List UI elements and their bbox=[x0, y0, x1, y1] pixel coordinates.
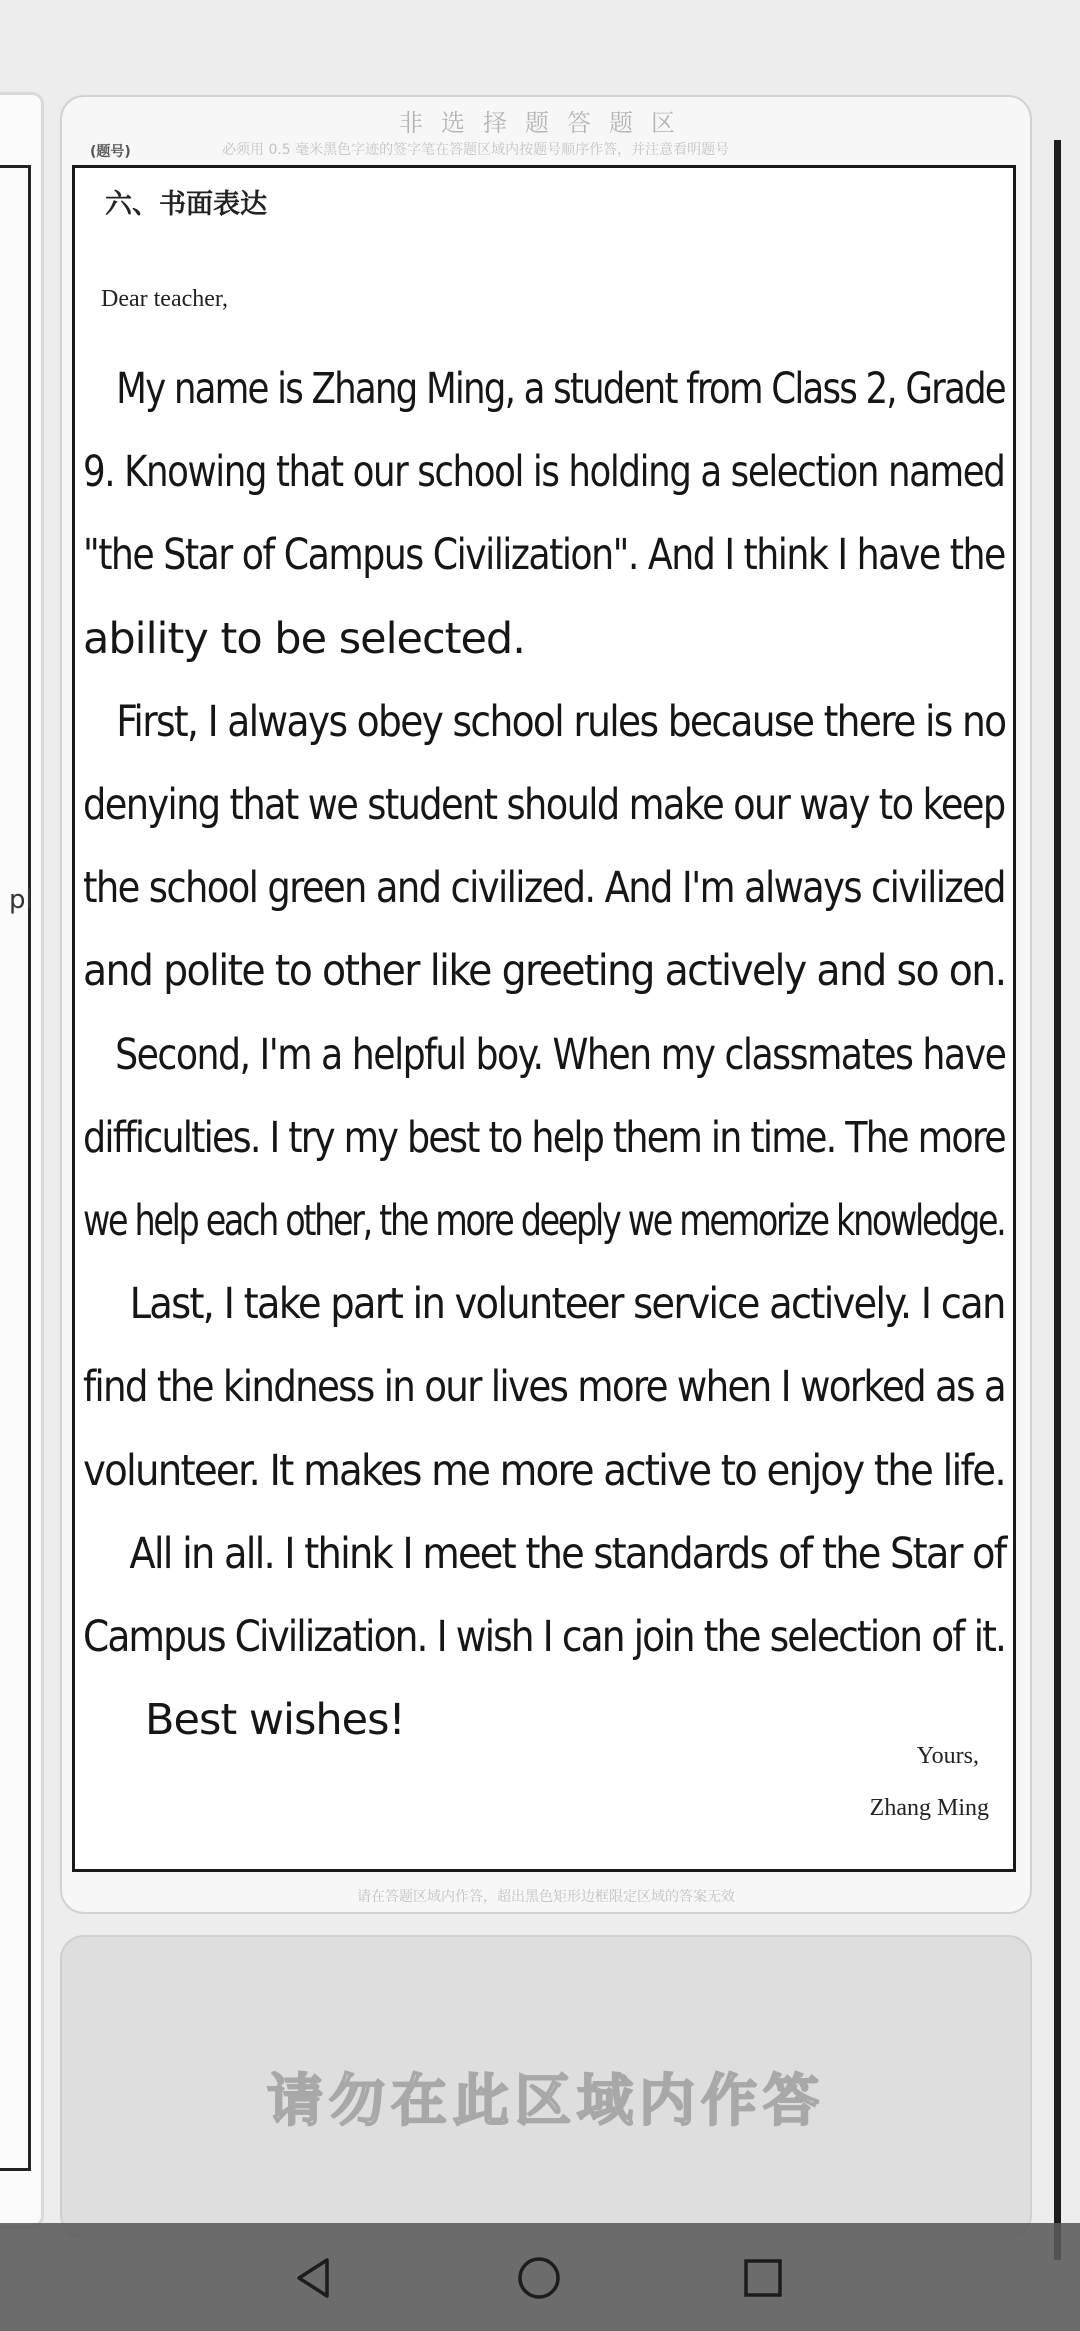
section-heading: 六、书面表达 bbox=[105, 189, 267, 220]
navigation-bar bbox=[0, 2223, 1080, 2331]
no-answer-zone bbox=[60, 1935, 1032, 2239]
letter-closing: Yours, bbox=[916, 1743, 979, 1769]
letter-line: First, I always obey school rules because there is no bbox=[116, 697, 1006, 747]
sheet-instruction: 必须用 0.5 毫米黑色字迹的签字笔在答题区域内按题号顺序作答，并注意看明题号 bbox=[222, 142, 730, 158]
question-number-label: (题号) bbox=[90, 144, 131, 160]
back-button[interactable] bbox=[278, 2243, 348, 2313]
letter-line: the school green and civilized. And I'm always civilized bbox=[83, 863, 1005, 913]
answer-box bbox=[72, 165, 1016, 1872]
letter-line: Campus Civilization. I wish I can join the selection of it. bbox=[83, 1612, 1005, 1662]
page-edge-rule bbox=[1054, 140, 1061, 2260]
letter-line: My name is Zhang Ming, a student from Class 2, Grade bbox=[116, 364, 1005, 414]
letter-line: Last, I take part in volunteer service actively. I can bbox=[129, 1279, 1005, 1329]
sheet-title: 非选择题答题区 bbox=[399, 109, 693, 137]
letter-line: ability to be selected. bbox=[83, 614, 525, 664]
letter-line: 9. Knowing that our school is holding a selection named bbox=[83, 447, 1005, 497]
letter-line: volunteer. It makes me more active to enjoy the life. bbox=[83, 1446, 1005, 1496]
letter-line: find the kindness in our lives more when I worked as a bbox=[83, 1362, 1006, 1412]
letter-salutation: Dear teacher, bbox=[101, 286, 228, 312]
letter-line: All in all. I think I meet the standards of the Star of bbox=[129, 1529, 1006, 1579]
sheet-footnote: 请在答题区域内作答，超出黑色矩形边框限定区域的答案无效 bbox=[357, 1889, 735, 1905]
home-icon bbox=[516, 2255, 562, 2301]
letter-line: "the Star of Campus Civilization". And I think I have the bbox=[83, 530, 1005, 580]
adjacent-page bbox=[0, 92, 44, 2228]
letter-signature: Zhang Ming bbox=[869, 1795, 989, 1821]
no-answer-zone-text: 请勿在此区域内作答 bbox=[267, 2069, 825, 2134]
letter-line: denying that we student should make our way to keep bbox=[83, 780, 1005, 830]
letter-line: Best wishes! bbox=[145, 1695, 405, 1745]
back-icon bbox=[293, 2256, 333, 2300]
letter-line: difficulties. I try my best to help them in time. The more bbox=[83, 1113, 1005, 1163]
letter-line: and polite to other like greeting actively and so on. bbox=[83, 946, 1006, 996]
letter-line: Second, I'm a helpful boy. When my classmates have bbox=[115, 1030, 1006, 1080]
home-button[interactable] bbox=[504, 2243, 574, 2313]
adjacent-page-frame bbox=[0, 165, 31, 2171]
recents-icon bbox=[742, 2257, 784, 2299]
adjacent-page-text-fragment: pl bbox=[9, 885, 33, 915]
answer-sheet bbox=[60, 95, 1032, 1914]
recents-button[interactable] bbox=[728, 2243, 798, 2313]
letter-line: we help each other, the more deeply we memorize knowledge. bbox=[83, 1196, 1005, 1246]
